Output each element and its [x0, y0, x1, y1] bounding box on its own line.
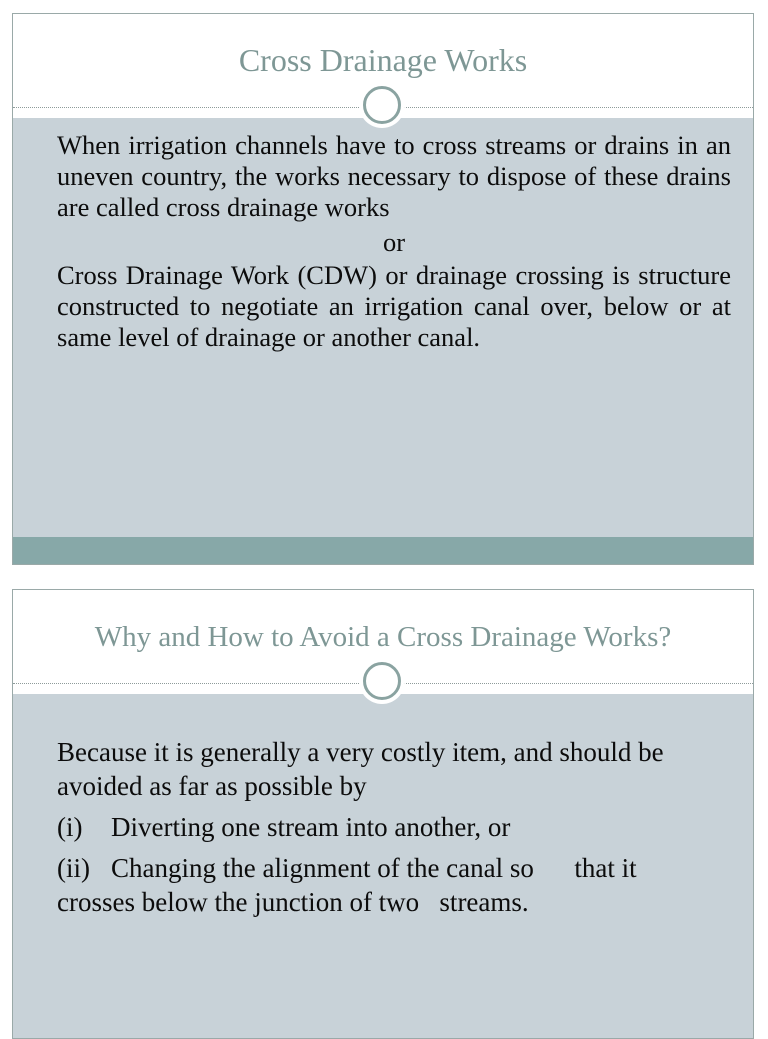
list-item-text: Diverting one stream into another, or [111, 812, 511, 842]
definition-paragraph-1: When irrigation channels have to cross streams or drains in an uneven country, the works necessary to dispose of these drains are called cross drainage works [57, 130, 731, 222]
slide-cross-drainage-works [12, 13, 754, 565]
slide-why-avoid-cdw [12, 589, 754, 1039]
slide-title: Cross Drainage Works [238, 42, 528, 78]
slide-content [57, 735, 731, 919]
slide-footer-band [13, 537, 753, 564]
list-item-text: Changing the alignment of the canal so that it [111, 853, 637, 883]
intro-paragraph: Because it is generally a very costly item, and should be avoided as far as possible by [57, 737, 664, 801]
list-item [57, 810, 731, 844]
definition-paragraph-2: Cross Drainage Work (CDW) or drainage crossing is structure constructed to negotiate an irrigation canal over, below or at same level of drainage or another canal. [57, 260, 731, 352]
slide-title: Why and How to Avoid a Cross Drainage Works? [94, 621, 672, 653]
ring-ornament-icon [363, 86, 401, 124]
list-item-marker: (i) [57, 812, 83, 842]
list-item-text-continuation: crosses below the junction of two streams. [57, 887, 529, 917]
or-separator: or [382, 227, 406, 257]
ring-ornament-icon [363, 662, 401, 700]
list-item-marker: (ii) [57, 853, 90, 883]
list-item [57, 851, 731, 919]
slide-content [57, 130, 731, 353]
